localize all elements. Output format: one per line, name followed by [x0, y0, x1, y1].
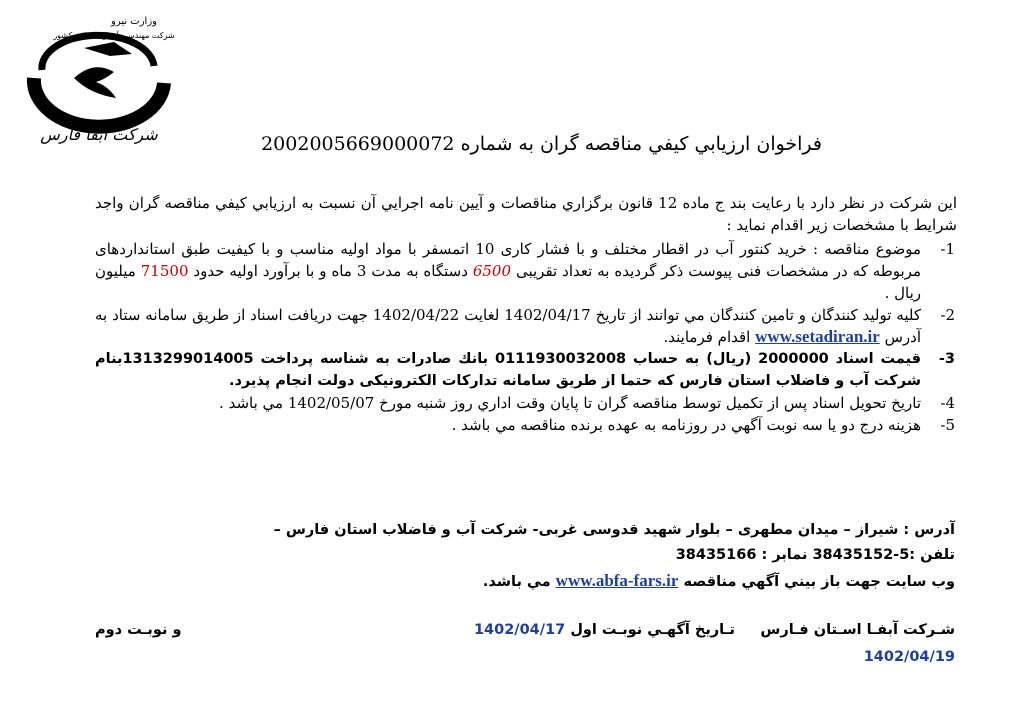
address-line: آدرس : شیراز – میدان مطهری – بلوار شهید قدوسی غربی- شرکت آب و فاضلاب استان فارس – — [273, 522, 955, 538]
logo-ministry-text: وزارت نیرو — [110, 16, 158, 27]
footer-company: شـركت آبفـا اسـتان فـارس — [760, 622, 955, 638]
abfa-fars-link[interactable]: www.abfa-fars.ir — [555, 571, 679, 590]
item-text: دستگاه به مدت 3 ماه و با برآورد اوليه حدود — [193, 262, 468, 280]
first-publication — [474, 622, 735, 638]
notice-title-text: فراخوان ارزيابي كيفي مناقصه گران به شماره — [460, 133, 822, 155]
estimate-value: 71500 — [140, 262, 189, 280]
logo-company-text: شرکت مهندسی آب و فاضلاب کشور — [53, 31, 175, 40]
notice-title — [261, 133, 822, 155]
notice-items-list — [95, 238, 955, 436]
item-text: موضوع مناقصه : خرید کنتور آب در اقطار مختلف و با فشار کاری 10 اتمسفر با مواد اولیه مناسب و با کیفیت طبق استانداردهای مربوطه که در مشخصات فنی پیوست ذکر گردیده به تعداد تقریبی — [95, 240, 921, 280]
second-publication-date: 1402/04/19 — [863, 649, 955, 665]
item-number: -4 — [940, 394, 955, 412]
phone-line: تلفن :5-38435152 نمابر : 38435166 — [675, 547, 955, 563]
item-text: تاريخ تحويل اسناد پس از تكميل توسط مناقصه گران تا پايان وقت اداري روز شنبه مورخ 1402/05/07 مي باشد . — [219, 394, 921, 412]
quantity-value: 6500 — [472, 262, 512, 280]
logo-emblem-icon — [14, 8, 184, 148]
first-publication-label: تـاريخ آگهـي نوبـت اول — [570, 622, 735, 638]
website-line: وب سايت جهت باز بيني آگهي مناقصه www.abfa-fars.ir مي باشد. — [482, 571, 955, 590]
item-text: هزينه درج دو يا سه نوبت آگهي در روزنامه به عهده برنده مناقصه مي باشد . — [451, 416, 921, 434]
item-text: اقدام فرمايند. — [663, 328, 751, 346]
list-item — [95, 238, 955, 304]
abfa-fars-logo — [14, 8, 184, 148]
list-item — [95, 304, 955, 348]
item-text: ميليون ريال . — [95, 262, 921, 302]
contact-block — [274, 518, 955, 595]
setadiran-link[interactable]: www.setadiran.ir — [755, 327, 880, 346]
notice-intro: اين شركت در نظر دارد با رعايت بند ج ماده 12 قانون برگزاري مناقصات و آيين نامه اجرايي آن نسبت به ارزيابي كيفي مناقصه گران واجد شرايط با مشخصات زير اقدام نمايد : — [95, 194, 957, 234]
item-number: -3 — [938, 351, 955, 367]
item-number: -5 — [940, 416, 955, 434]
list-item — [95, 392, 955, 414]
item-number: -1 — [940, 240, 955, 258]
notice-number: 2002005669000072 — [261, 133, 455, 155]
second-publication-label: و نوبـت دوم — [95, 622, 182, 638]
first-publication-date: 1402/04/17 — [473, 622, 566, 638]
item-number: -2 — [940, 306, 955, 324]
list-item — [95, 348, 955, 392]
item-text: قيمت اسناد 2000000 (ريال) به حساب 0111930032008 بانك صادرات به شناسه پرداخت 1313299014005بنام شرکت آب و فاضلاب استان فارس که حتما از طريق سامانه تدارکات الکترونيکی دولت انجام پذيرد. — [95, 351, 921, 389]
list-item — [95, 414, 955, 436]
logo-abfa-fars-text: شرکت آبفا فارس — [40, 125, 158, 144]
item-text: كليه توليد كنندگان و تامين كنندگان مي توانند از تاريخ 1402/04/17 لغايت 1402/04/22 جهت دريافت اسناد از طريق سامانه ستاد به آدرس — [95, 306, 921, 346]
